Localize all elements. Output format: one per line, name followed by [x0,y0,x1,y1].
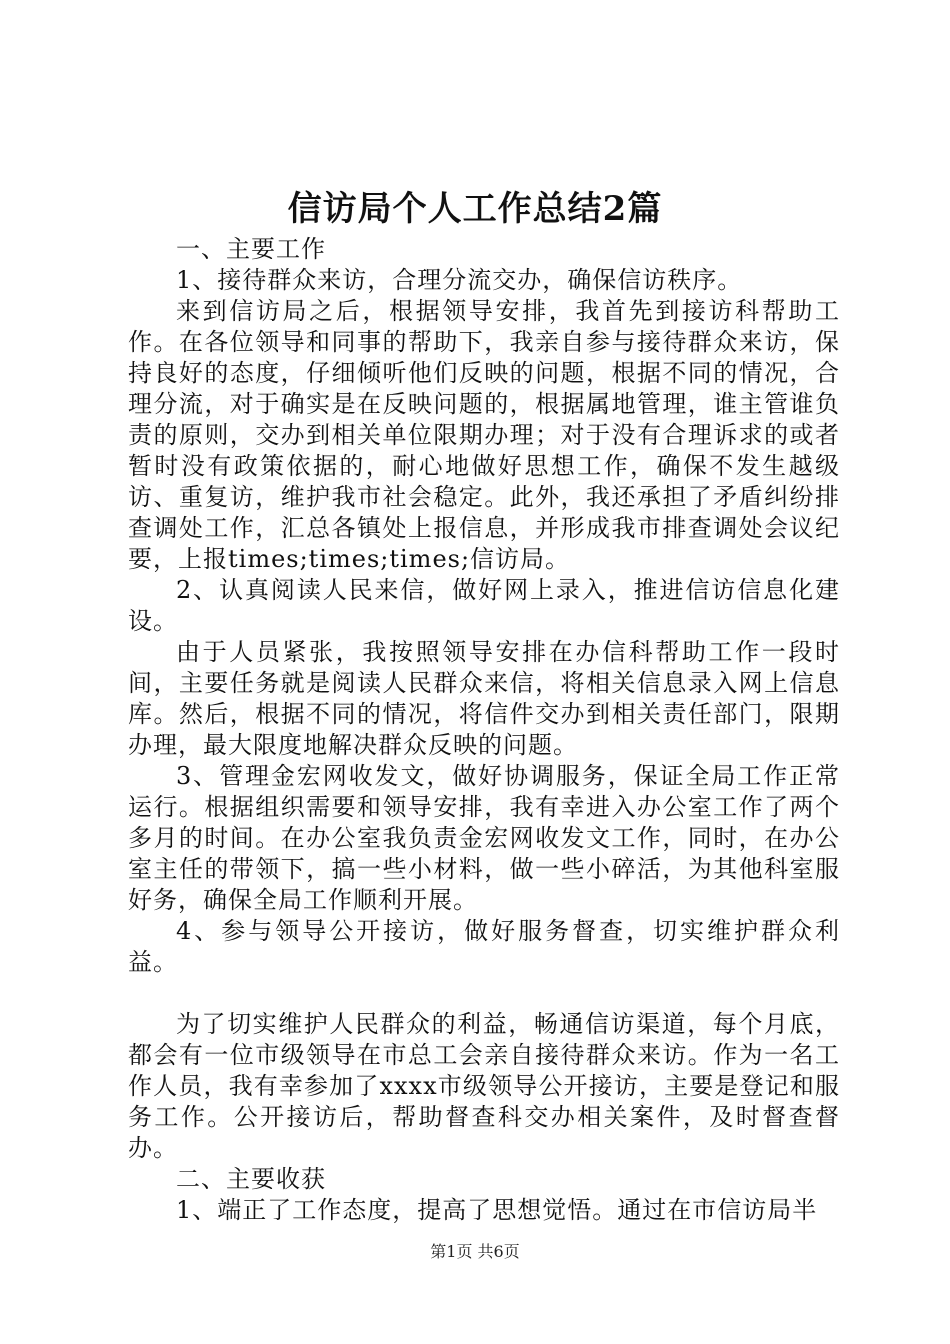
section-heading-main-work: 一、主要工作 [176,235,326,263]
body-paragraph: 为了切实维护人民群众的利益，畅通信访渠道，每个月底，都会有一位市级领导在市总工会亲自接待群众来访。作为一名工作人员，我有幸参加了xxxx市级领导公开接访，主要是登记和服务工作。公开接访后，帮助督查科交办相关案件，及时督查督办。 [128,1010,840,1162]
body-paragraph: 来到信访局之后，根据领导安排，我首先到接访科帮助工作。在各位领导和同事的帮助下，我亲自参与接待群众来访，保持良好的态度，仔细倾听他们反映的问题，根据不同的情况，合理分流，对于确实是在反映问题的，根据属地管理，谁主管谁负责的原则，交办到相关单位限期办理；对于没有合理诉求的或者暂时没有政策依据的，耐心地做好思想工作，确保不发生越级访、重复访，维护我市社会稳定。此外，我还承担了矛盾纠纷排查调处工作，汇总各镇处上报信息，并形成我市排查调处会议纪要，上报times;times;times;信访局。 [128,297,840,573]
item-heading-4: 4、参与领导公开接访，做好服务督查，切实维护群众利益。 [128,917,840,976]
section-heading-main-gains: 二、主要收获 [176,1165,326,1193]
item-heading-2: 2、认真阅读人民来信，做好网上录入，推进信访信息化建设。 [128,576,840,635]
item-heading-1: 1、接待群众来访，合理分流交办，确保信访秩序。 [176,266,743,294]
page-number-footer: 第1页 共6页 [430,1242,520,1261]
document-body [128,234,840,1226]
item-heading-3-paragraph: 3、管理金宏网收发文，做好协调服务，保证全局工作正常运行。根据组织需要和领导安排，我有幸进入办公室工作了两个多月的时间。在办公室我负责金宏网收发文工作，同时，在办公室主任的带领下，搞一些小材料，做一些小碎活，为其他科室服好务，确保全局工作顺利开展。 [128,762,840,914]
body-paragraph: 由于人员紧张，我按照领导安排在办信科帮助工作一段时间，主要任务就是阅读人民群众来信，将相关信息录入网上信息库。然后，根据不同的情况，将信件交办到相关责任部门，限期办理，最大限度地解决群众反映的问题。 [128,638,840,759]
document-title: 信访局个人工作总结2篇 [287,189,663,229]
body-paragraph-partial: 1、端正了工作态度，提高了思想觉悟。通过在市信访局半 [176,1196,818,1224]
